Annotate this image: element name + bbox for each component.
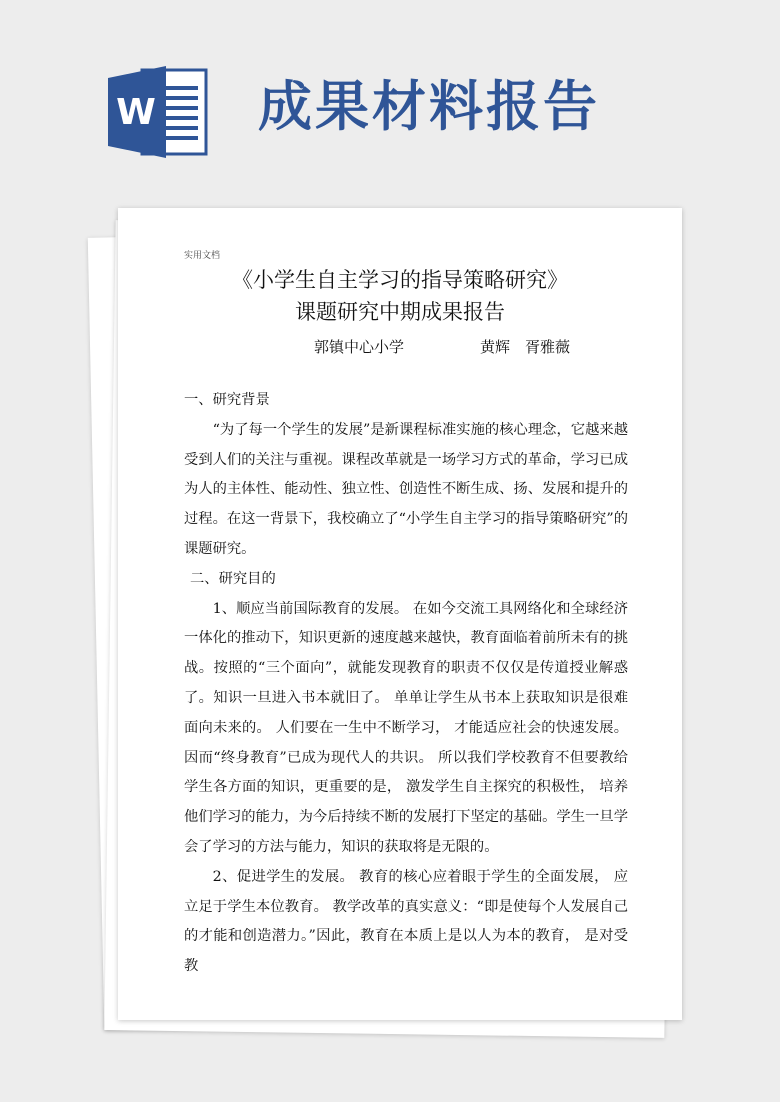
document-page <box>118 208 682 1020</box>
section-heading: 一、研究背景 <box>184 392 270 408</box>
school-name: 郭镇中心小学 <box>314 338 405 356</box>
section-heading: 二、研究目的 <box>190 570 276 587</box>
paragraph: 2、促进学生的发展。 教育的核心应着眼于学生的全面发展， 应立足于学生本位教育。 教学改革的真实意义：“即是使每个人发展自己的才能和创造潜力。”因此，教育在本质上是以人为本的教育， 是对受教 <box>184 868 628 975</box>
logo-letter: W <box>116 92 156 133</box>
author-names: 黄辉 胥雅薇 <box>480 338 571 356</box>
word-document-icon <box>108 66 208 158</box>
document-subtitle: 课题研究中期成果报告 <box>295 300 505 324</box>
banner <box>0 0 780 200</box>
paragraph: 1、顺应当前国际教育的发展。 在如今交流工具网络化和全球经济一体化的推动下，知识更新的速度越来越快，教育面临着前所未有的挑战。按照的“三个面向”，就能发现教育的职责不仅仅是传道授业解惑了。知识一旦进入书本就旧了。 单单让学生从书本上获取知识是很难面向未来的。 人们要在一生中不断学习， 才能适应社会的快速发展。因而“终身教育”已成为现代人的共识。 所以我们学校教育不但要教给学生各方面的知识，更重要的是， 激发学生自主探究的积极性， 培养他们学习的能力，为今后持续不断的发展打下坚定的基础。学生一旦学会了学习的方法与能力，知识的获取将是无限的。 <box>184 600 628 855</box>
banner-title: 成果材料报告 <box>258 75 600 138</box>
paragraph: “为了每一个学生的发展”是新课程标准实施的核心理念，它越来越受到人们的关注与重视。课程改革就是一场学习方式的革命，学习已成为人的主体性、能动性、独立性、创造性不断生成、扬、发展和提升的过程。在这一背景下，我校确立了“小学生自主学习的指导策略研究”的课题研究。 <box>184 421 628 557</box>
document-body <box>184 386 628 982</box>
document-title: 《小学生自主学习的指导策略研究》 <box>232 268 568 292</box>
header-note: 实用文档 <box>184 251 221 261</box>
